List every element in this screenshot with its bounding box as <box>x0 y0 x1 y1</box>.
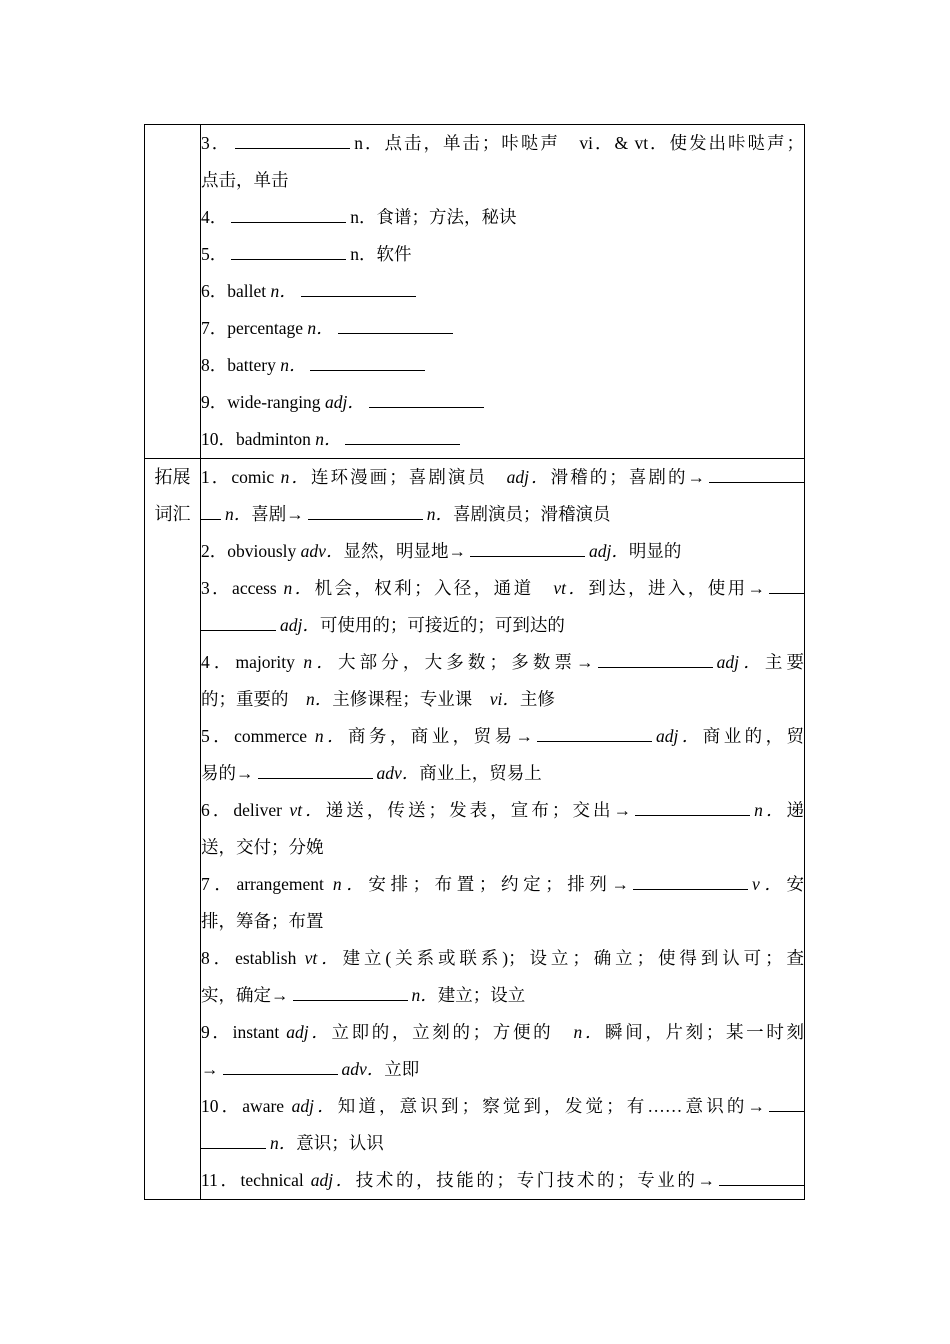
vocab-item-6: 6．ballet n． <box>201 273 804 310</box>
vocab-item-8: 8．battery n． <box>201 347 804 384</box>
basic-vocabulary-cell <box>201 125 805 459</box>
vocabulary-table <box>144 124 805 1200</box>
ext-item-7: 7．arrangement n．安排；布置；约定；排列→ v．安 <box>201 874 804 894</box>
answer-blank[interactable] <box>201 613 276 631</box>
answer-blank[interactable] <box>338 316 453 334</box>
vocab-item-5: 5． n．软件 <box>201 244 412 264</box>
extended-vocabulary-cell <box>201 459 805 1200</box>
ext-item-8-cont: 实，确定→ n．建立；设立 <box>201 985 526 1005</box>
ext-item-6-cont: 送，交付；分娩 <box>201 837 324 857</box>
answer-blank[interactable] <box>633 872 748 890</box>
section-label <box>145 459 201 1200</box>
answer-blank[interactable] <box>293 983 408 1001</box>
answer-blank[interactable] <box>308 502 423 520</box>
answer-blank[interactable] <box>258 761 373 779</box>
vocab-item-10: 10．badminton n． <box>201 421 804 458</box>
ext-item-10: 10．aware adj．知道，意识到；察觉到，发觉；有……意识的→ <box>201 1088 804 1125</box>
vocab-item-7: 7．percentage n． <box>201 310 804 347</box>
ext-item-3: 3．access n．机会，权利；入径，通道 vt．到达，进入，使用→ <box>201 570 804 607</box>
ext-item-11: 11．technical adj．技术的，技能的；专门技术的；专业的→ <box>201 1162 804 1199</box>
ext-item-7-cont: 排，筹备；布置 <box>201 911 324 931</box>
answer-blank[interactable] <box>201 502 221 520</box>
answer-blank[interactable] <box>369 390 484 408</box>
ext-item-2: 2．obviously adv．显然，明显地→ adj．明显的 <box>201 541 682 561</box>
answer-blank[interactable] <box>231 205 346 223</box>
vocab-item-3-cont: 点击，单击 <box>201 170 289 190</box>
extended-vocabulary-row <box>145 459 805 1200</box>
answer-blank[interactable] <box>537 724 652 742</box>
ext-item-5: 5．commerce n．商务，商业，贸易→ adj．商业的，贸 <box>201 726 804 746</box>
basic-vocabulary-row <box>145 125 805 459</box>
ext-item-3-cont: adj．可使用的；可接近的；可到达的 <box>201 607 804 644</box>
answer-blank[interactable] <box>470 539 585 557</box>
answer-blank[interactable] <box>635 798 750 816</box>
ext-item-1-cont: n．喜剧→ n．喜剧演员；滑稽演员 <box>201 496 804 533</box>
ext-item-4: 4．majority n．大部分，大多数；多数票→ adj．主要 <box>201 652 804 672</box>
ext-item-1: 1．comic n．连环漫画；喜剧演员 adj．滑稽的；喜剧的→ <box>201 459 804 496</box>
answer-blank[interactable] <box>345 427 460 445</box>
ext-item-9: 9．instant adj．立即的，立刻的；方便的 n．瞬间，片刻；某一时刻 <box>201 1022 804 1042</box>
answer-blank[interactable] <box>598 650 713 668</box>
answer-blank[interactable] <box>769 576 804 594</box>
section-label-line-1: 拓展 <box>154 467 191 487</box>
ext-item-6: 6．deliver vt．递送，传送；发表，宣布；交出→ n．递 <box>201 800 804 820</box>
answer-blank[interactable] <box>231 242 346 260</box>
answer-blank[interactable] <box>223 1057 338 1075</box>
answer-blank[interactable] <box>301 279 416 297</box>
ext-item-8: 8．establish vt．建立(关系或联系)；设立；确立；使得到认可；查 <box>201 948 804 968</box>
section-label-line-2: 词汇 <box>154 504 191 524</box>
answer-blank[interactable] <box>201 1131 266 1149</box>
answer-blank[interactable] <box>769 1094 804 1112</box>
ext-item-10-cont: n．意识；认识 <box>201 1125 804 1162</box>
ext-item-4-cont: 的；重要的 n．主修课程；专业课 vi．主修 <box>201 689 555 709</box>
vocab-item-3: 3． n．点击，单击；咔哒声 vi．& vt．使发出咔哒声； <box>201 133 804 153</box>
answer-blank[interactable] <box>310 353 425 371</box>
ext-item-5-cont: 易的→ adv．商业上，贸易上 <box>201 763 542 783</box>
vocab-item-9: 9．wide-ranging adj． <box>201 384 804 421</box>
answer-blank[interactable] <box>235 131 350 149</box>
ext-item-9-cont: → adv．立即 <box>201 1059 420 1079</box>
vocab-item-4: 4． n．食谱；方法，秘诀 <box>201 207 517 227</box>
basic-label-cell <box>145 125 201 459</box>
answer-blank[interactable] <box>719 1168 804 1186</box>
answer-blank[interactable] <box>709 465 804 483</box>
